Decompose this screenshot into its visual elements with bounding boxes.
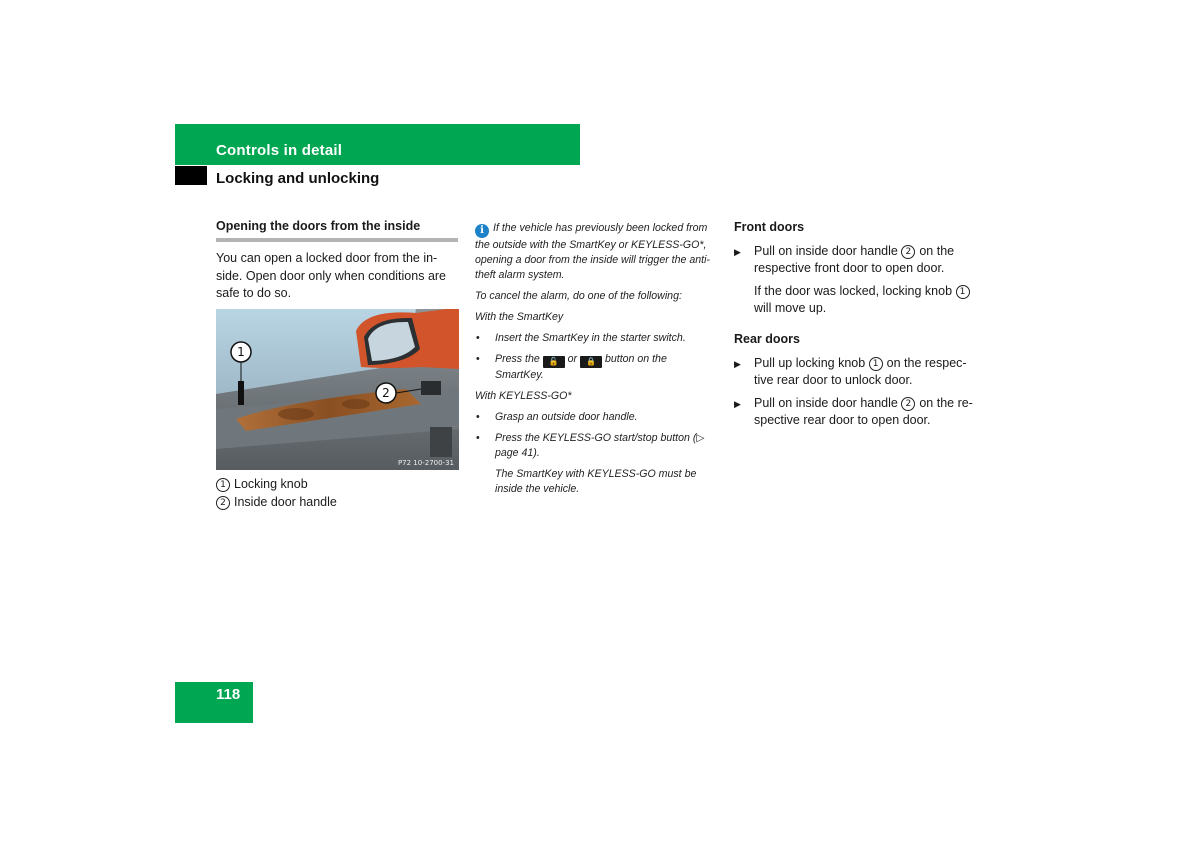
step-text: on the re-spective rear door to open door. <box>754 396 973 427</box>
number-badge: 1 <box>216 478 230 492</box>
bullet-text: or <box>567 353 578 365</box>
section-title: Controls in detail <box>216 142 343 159</box>
rear-door-step <box>734 395 984 429</box>
step-text: Pull up locking knob <box>754 356 866 370</box>
rear-door-step <box>734 355 984 389</box>
keyless-bullet: • Grasp an outside door handle. <box>475 410 713 425</box>
keyless-label: With KEYLESS-GO* <box>475 390 572 402</box>
step-text: on the respective front door to open door. <box>754 244 955 275</box>
page-number-box <box>175 682 253 723</box>
callout-2: 2 <box>382 386 390 400</box>
caption-text: Locking knob <box>234 477 308 491</box>
step-text: Pull on inside door handle <box>754 244 898 258</box>
info-text: If the vehicle has previously been locked from the outside with the SmartKey or KEYLESS-GO*, opening a door from the inside will trigger the anti-theft alarm system. <box>475 222 710 281</box>
caption-item <box>216 476 337 494</box>
smartkey-bullet: • Insert the SmartKey in the starter switch. <box>475 331 713 346</box>
cancel-intro: To cancel the alarm, do one of the following: <box>475 290 682 302</box>
rear-doors-heading: Rear doors <box>734 332 800 346</box>
front-doors-heading: Front doors <box>734 220 805 234</box>
door-interior-photo <box>216 309 459 470</box>
callout-1: 1 <box>237 345 245 359</box>
door-illustration <box>216 309 459 470</box>
note-text: If the door was locked, locking knob <box>754 284 953 298</box>
step-text: Pull on inside door handle <box>754 396 898 410</box>
image-code: P72 10-2700-31 <box>397 459 454 467</box>
column1-heading: Opening the doors from the inside <box>216 219 458 242</box>
caption-text: Inside door handle <box>234 494 337 509</box>
info-icon: i <box>475 224 489 238</box>
bullet-text: button on the SmartKey. <box>495 353 667 381</box>
unlock-button-icon: 🔓 <box>543 356 565 368</box>
number-badge: 2 <box>901 245 915 259</box>
number-badge: 1 <box>869 357 883 371</box>
step-text: on the respec-tive rear door to unlock door. <box>754 356 967 387</box>
lock-button-icon: 🔒 <box>580 356 602 368</box>
caption-item <box>216 494 337 512</box>
column2-notes <box>475 221 713 503</box>
keyless-note: The SmartKey with KEYLESS-GO must be inside the vehicle. <box>495 468 697 495</box>
front-door-step <box>734 243 984 277</box>
number-badge: 2 <box>901 397 915 411</box>
caption-list <box>216 476 337 511</box>
smartkey-bullet <box>475 352 713 383</box>
header-marker <box>175 166 207 185</box>
keyless-bullet: • Press the KEYLESS-GO start/stop button (▷ page 41). <box>475 431 713 461</box>
front-door-note <box>734 283 984 317</box>
number-badge: 1 <box>956 285 970 299</box>
subsection-title: Locking and unlocking <box>216 170 380 187</box>
column3-instructions <box>734 219 984 435</box>
smartkey-label: With the SmartKey <box>475 311 564 323</box>
bullet-text: Press the <box>495 353 540 365</box>
page-number: 118 <box>216 686 241 703</box>
column1-paragraph: You can open a locked door from the in-side. Open door only when conditions are safe to do so. <box>216 251 447 300</box>
number-badge: 2 <box>216 496 230 510</box>
note-text: will move up. <box>754 301 827 315</box>
info-note <box>475 221 713 283</box>
